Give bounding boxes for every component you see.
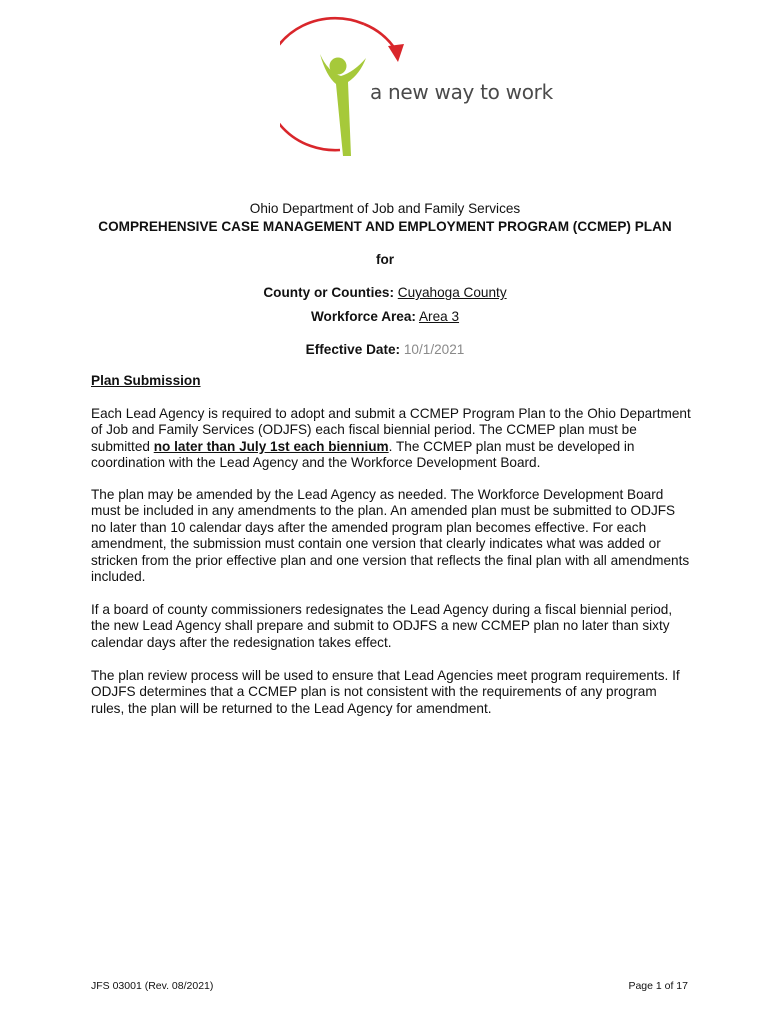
paragraph-3: If a board of county commissioners redesignates the Lead Agency during a fiscal biennial period, the new Lead Agency shall prepare and submit to ODJFS a new CCMEP plan no later than sixty calendar days after the redesignation takes effect. — [91, 602, 673, 650]
effective-date-line — [0, 342, 770, 357]
effective-date-label: Effective Date: — [305, 342, 401, 357]
paragraph-2: The plan may be amended by the Lead Agency as needed. The Workforce Development Board must be included in any amendments to the plan. An amended plan must be submitted to ODJFS no later than 10 calendar days after the amended program plan becomes effective. For each amendment, the submission must contain one version that clearly indicates what was added or stricken from the prior effective plan and one version that reflects the final plan with all amendments included. — [91, 487, 690, 585]
paragraph-1-text-b: . The CCMEP plan must be developed in coordination with the Lead Agency and the Workforce Development Board. — [91, 438, 635, 471]
effective-date-value: 10/1/2021 — [403, 342, 465, 357]
workforce-area-line — [0, 309, 770, 324]
footer-page-number: Page 1 of 17 — [628, 980, 688, 992]
for-label: for — [375, 252, 395, 267]
county-line — [0, 285, 770, 300]
document-title: COMPREHENSIVE CASE MANAGEMENT AND EMPLOYMENT PROGRAM (CCMEP) PLAN — [98, 219, 672, 234]
workforce-area-label: Workforce Area: — [310, 309, 416, 324]
county-label: County or Counties: — [263, 285, 395, 300]
workforce-area-value: Area 3 — [418, 309, 460, 324]
paragraph-4: The plan review process will be used to ensure that Lead Agencies meet program requirements. If ODJFS determines that a CCMEP plan is not consistent with the requirements of any program rules, the plan will be returned to the Lead Agency for amendment. — [91, 668, 680, 716]
logo-tagline: a new way to work — [370, 80, 553, 104]
logo-arc — [280, 18, 364, 150]
paragraph-1 — [91, 406, 691, 472]
section-heading: Plan Submission — [91, 373, 201, 388]
paragraph-1-deadline: no later than July 1st each biennium — [153, 438, 389, 454]
paragraph-1-text-a: Each Lead Agency is required to adopt and submit a CCMEP Program Plan to the Ohio Department of Job and Family Services (ODJFS) each fiscal biennial period. The CCMEP plan must be submitted — [91, 406, 691, 454]
county-value: Cuyahoga County — [397, 285, 507, 300]
logo-arrowhead — [388, 44, 404, 62]
footer-form-id: JFS 03001 (Rev. 08/2021) — [91, 980, 214, 992]
agency-name: Ohio Department of Job and Family Services — [249, 201, 521, 216]
logo — [280, 12, 553, 162]
